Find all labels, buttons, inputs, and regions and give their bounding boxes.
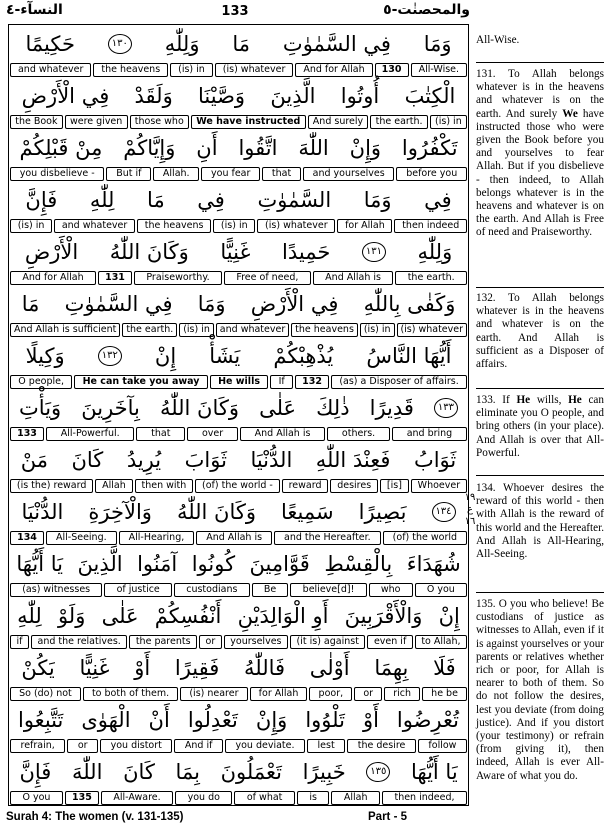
arabic-word: فِي السَّمٰوٰتِ <box>64 292 173 316</box>
gloss-box: and the relatives. <box>31 635 127 649</box>
english-gloss-line <box>9 375 468 389</box>
gloss-box: All-Powerful. <box>46 427 134 441</box>
gloss-box: and bring <box>392 427 467 441</box>
arabic-line <box>9 389 468 427</box>
verse-line <box>9 701 468 753</box>
arabic-word: خَبِيرًا <box>302 760 346 784</box>
arabic-word: الْكِتٰبَ <box>404 84 456 108</box>
arabic-word: يُرِيدُ <box>126 448 162 472</box>
gloss-box: that <box>136 427 185 441</box>
arabic-word: أَنِ <box>196 136 218 160</box>
arabic-word: وَلَقَدْ <box>134 84 173 108</box>
ayah-number-marker: ١٣٠ <box>108 34 132 54</box>
english-gloss-line <box>9 479 468 493</box>
gloss-box: you distort <box>100 739 172 753</box>
page-number: 133 <box>221 4 249 19</box>
arabic-word: عَلٰى <box>259 396 297 420</box>
arabic-word: فِي الْأَرْضِ <box>250 292 339 316</box>
ayah-number-marker: ١٣٢ <box>98 346 122 366</box>
gloss-box: the earth. <box>370 115 427 129</box>
gloss-box: Free of need, <box>224 271 311 285</box>
arabic-word: حَمِيدًا <box>282 240 331 264</box>
arabic-word: أَيُّهَا النَّاسُ <box>366 344 452 368</box>
gloss-box: lest <box>307 739 345 753</box>
gloss-box: And for Allah <box>295 63 372 77</box>
gloss-box: (is) in <box>213 219 255 233</box>
arabic-word: يَا أَيُّهَا <box>410 760 458 784</box>
arabic-line <box>9 337 468 375</box>
gloss-box: believe[d]! <box>290 583 366 597</box>
gloss-box: reward <box>282 479 329 493</box>
arabic-word: وَلَوْ <box>57 604 86 628</box>
translation-continuation: All-Wise. <box>476 34 520 46</box>
arabic-line <box>9 649 468 687</box>
arabic-word: الدُّنْيَا <box>250 448 293 472</box>
gloss-box: Be <box>252 583 289 597</box>
gloss-box: and whatever <box>54 219 135 233</box>
arabic-word: أَنْ <box>148 708 170 732</box>
arabic-word: أَوْ <box>362 708 379 732</box>
gloss-box: you fear <box>201 167 260 181</box>
arabic-word: بِمَا <box>175 760 200 784</box>
arabic-word: تَتَّبِعُوا <box>18 708 64 732</box>
verse-line <box>9 285 468 337</box>
gloss-box: he be <box>422 687 467 701</box>
translation-verse-135: 135. O you who believe! Be custodians of justice as witnesses to Allah, even if it is against yourselves or your parents or relatives whether rich or poor, for Allah is nearer to both of them. So do not follow the desires, lest you deviate (from doing justice). And if you distort (your testimony) or refrain (from giving it), then indeed, Allah is ever All-Aware of what you do. <box>476 598 605 782</box>
gloss-box: If <box>270 375 293 389</box>
arabic-word: وَكَانَ اللّٰهُ <box>176 500 257 524</box>
footer-part: Part - 5 <box>368 811 407 823</box>
gloss-box: even if <box>367 635 412 649</box>
gloss-box: (is) whatever <box>215 63 294 77</box>
arabic-word: يُذْهِبْكُمْ <box>273 344 334 368</box>
arabic-word: فَقِيرًا <box>174 656 220 680</box>
arabic-word: حَكِيمًا <box>25 32 75 56</box>
arabic-line <box>9 129 468 167</box>
gloss-box: All-Aware. <box>101 791 173 805</box>
verse-number-box: 135 <box>65 791 99 805</box>
arabic-word: وَكَفٰى بِاللّٰهِ <box>363 292 456 316</box>
arabic-word: وَكَانَ اللّٰهُ <box>159 396 240 420</box>
verse-number-box: 132 <box>295 375 329 389</box>
gloss-box: (is) in <box>170 63 213 77</box>
arabic-word: اللّٰهَ <box>71 760 103 784</box>
arabic-word: وَصَّيْنَا <box>198 84 246 108</box>
arabic-word: فَاللّٰهُ <box>244 656 286 680</box>
gloss-box: But if <box>106 167 151 181</box>
gloss-box: if <box>10 635 29 649</box>
gloss-box: He wills <box>210 375 269 389</box>
arabic-word: وَمَا <box>197 292 226 316</box>
arabic-word: اللّٰهَ <box>298 136 329 160</box>
arabic-word: إِنْ <box>438 604 460 628</box>
arabic-word: يَشَأْ <box>209 344 241 368</box>
gloss-box: Allah <box>331 791 380 805</box>
arabic-word: مِنْ قَبْلِكُمْ <box>19 136 103 160</box>
verse-number-box: 133 <box>10 427 44 441</box>
arabic-line <box>9 597 468 635</box>
gloss-box: then indeed <box>394 219 466 233</box>
interlinear-grid <box>8 24 469 806</box>
gloss-box: for Allah <box>250 687 308 701</box>
arabic-word: فَعِنْدَ اللّٰهِ <box>315 448 391 472</box>
ayah-number-marker: ١٣٥ <box>366 762 390 782</box>
english-gloss-line <box>9 219 468 233</box>
arabic-word: اتَّقُوا <box>238 136 278 160</box>
gloss-box: and whatever <box>216 323 289 337</box>
ayah-number-marker: ١٣٣ <box>434 398 458 418</box>
gloss-box: Whoever <box>411 479 467 493</box>
gloss-box: refrain, <box>10 739 65 753</box>
gloss-box: And if <box>174 739 223 753</box>
arabic-word: يَا أَيُّهَا <box>16 552 64 576</box>
verse-line <box>9 441 468 493</box>
gloss-box: or <box>354 687 382 701</box>
translation-verse-134: 134. Whoever desires the reward of this world - then with Allah is the reward of this world and the Hereafter. And Allah is All-Hearing, All-Seeing. <box>476 482 604 561</box>
arabic-word: وَكِيلًا <box>25 344 65 368</box>
gloss-box: He can take you away <box>74 375 207 389</box>
gloss-box: those who <box>130 115 189 129</box>
ruku-marker: ١٩ ع ١٦ <box>464 492 476 527</box>
gloss-box: poor, <box>309 687 352 701</box>
ayah-number-marker: ١٣٤ <box>432 502 456 522</box>
verse-line <box>9 389 468 441</box>
gloss-box: or <box>199 635 222 649</box>
arabic-word: لِلّٰهِ <box>89 188 115 212</box>
gloss-box: (of) the world - <box>195 479 280 493</box>
gloss-box: is <box>297 791 330 805</box>
separator <box>476 592 604 593</box>
gloss-box: (as) a Disposer of affairs. <box>331 375 467 389</box>
arabic-line <box>9 701 468 739</box>
english-gloss-line <box>9 583 468 597</box>
translation-verse-133: 133. If He wills, He can eliminate you O people, and bring others (in your place). And Allah is over that All-Powerful. <box>476 394 604 459</box>
english-gloss-line <box>9 791 468 805</box>
arabic-line <box>9 233 468 271</box>
gloss-box: We have instructed <box>191 115 306 129</box>
gloss-box: that <box>262 167 301 181</box>
gloss-box: and whatever <box>10 63 91 77</box>
verse-number-box: 134 <box>10 531 44 545</box>
gloss-box: then indeed, <box>382 791 467 805</box>
gloss-box: the heavens <box>93 63 168 77</box>
gloss-box: And Allah is <box>196 531 272 545</box>
verse-line <box>9 77 468 129</box>
gloss-box: who <box>369 583 413 597</box>
gloss-box: you do <box>175 791 232 805</box>
english-gloss-line <box>9 687 468 701</box>
arabic-word: كَانَ <box>123 760 155 784</box>
arabic-word: مَا <box>21 292 40 316</box>
arabic-word: أَوْ <box>134 656 151 680</box>
gloss-box: Allah <box>95 479 132 493</box>
gloss-box: yourselves <box>224 635 288 649</box>
gloss-box: and yourselves <box>303 167 395 181</box>
arabic-word: غَنِيًّا <box>220 240 251 264</box>
verse-line <box>9 493 468 545</box>
arabic-word: وَالْأَقْرَبِينَ <box>344 604 423 628</box>
gloss-box: to Allah, <box>415 635 467 649</box>
gloss-box: Allah. <box>153 167 199 181</box>
arabic-word: بِالْقِسْطِ <box>324 552 393 576</box>
gloss-box: and the Hereafter. <box>274 531 381 545</box>
gloss-box: (is) whatever <box>397 323 468 337</box>
arabic-word: وَالْآخِرَةِ <box>88 500 152 524</box>
arabic-word: كَانَ <box>71 448 104 472</box>
arabic-word: بِآخَرِينَ <box>81 396 140 420</box>
verse-line <box>9 129 468 181</box>
gloss-box: desires <box>330 479 378 493</box>
gloss-box: All-Wise. <box>411 63 467 77</box>
english-gloss-line <box>9 323 468 337</box>
arabic-word: إِنْ <box>154 344 177 368</box>
gloss-box: (is) in <box>179 323 214 337</box>
gloss-box: O you <box>10 791 63 805</box>
gloss-box: (is the) reward <box>10 479 93 493</box>
arabic-word: ثَوَابُ <box>413 448 457 472</box>
arabic-word: قَدِيرًا <box>369 396 414 420</box>
arabic-word: كُونُوا <box>191 552 236 576</box>
gloss-box: So (do) not <box>10 687 81 701</box>
gloss-box: And Allah is <box>240 427 325 441</box>
arabic-word: أَوِ الْوَالِدَيْنِ <box>237 604 329 628</box>
arabic-word: الَّذِينَ <box>270 84 316 108</box>
arabic-line <box>9 181 468 219</box>
gloss-box: the Book <box>10 115 63 129</box>
arabic-word: فَإِنَّ <box>25 188 58 212</box>
verse-line <box>9 753 468 805</box>
gloss-box: over <box>187 427 238 441</box>
gloss-box: All-Seeing. <box>46 531 117 545</box>
arabic-word: فِي السَّمٰوٰتِ <box>282 32 391 56</box>
arabic-word: وَكَانَ اللّٰهُ <box>109 240 189 264</box>
arabic-word: الْأَرْضِ <box>24 240 79 264</box>
arabic-word: الْهَوٰى <box>81 708 131 732</box>
gloss-box: to both of them. <box>83 687 178 701</box>
gloss-box: the earth. <box>122 323 177 337</box>
gloss-box: custodians <box>174 583 250 597</box>
arabic-word: الدُّنْيَا <box>21 500 64 524</box>
english-gloss-line <box>9 427 468 441</box>
arabic-line <box>9 285 468 323</box>
header-juz-name: والمحصنٰت-٥ <box>383 2 470 18</box>
gloss-box: the heavens <box>137 219 211 233</box>
arabic-word: وَلِلّٰهِ <box>164 32 200 56</box>
arabic-word: السَّمٰوٰتِ <box>257 188 332 212</box>
verse-line <box>9 597 468 649</box>
translation-verse-132: 132. To Allah belongs whatever is in the heavens and whatever is on the earth. And Allah is sufficient as a Disposer of affairs. <box>476 292 604 371</box>
gloss-box: before you <box>396 167 467 181</box>
arabic-word: وَمَا <box>423 32 452 56</box>
english-gloss-line <box>9 635 468 649</box>
gloss-box: the heavens <box>291 323 358 337</box>
verse-number-box: 131 <box>98 271 132 285</box>
gloss-box: And surely <box>308 115 369 129</box>
arabic-word: فِي <box>424 188 452 212</box>
arabic-word: تَعْدِلُوا <box>187 708 238 732</box>
gloss-box: of what <box>234 791 294 805</box>
gloss-box: you deviate. <box>225 739 305 753</box>
arabic-word: فَلَا <box>433 656 456 680</box>
gloss-box: the parents <box>129 635 197 649</box>
gloss-box: rich <box>384 687 420 701</box>
arabic-word: وَإِيَّاكُمْ <box>123 136 176 160</box>
english-gloss-line <box>9 739 468 753</box>
arabic-line <box>9 25 468 63</box>
gloss-box: (is) nearer <box>180 687 247 701</box>
english-gloss-line <box>9 271 468 285</box>
separator <box>476 475 604 476</box>
english-gloss-line <box>9 531 468 545</box>
verse-line <box>9 545 468 597</box>
arabic-word: فِي <box>197 188 225 212</box>
arabic-word: تَلْوُوا <box>305 708 345 732</box>
arabic-word: تَكْفُرُوا <box>401 136 458 160</box>
gloss-box: (it is) against <box>290 635 365 649</box>
arabic-line <box>9 77 468 115</box>
separator <box>476 287 604 288</box>
ayah-number-marker: ١٣١ <box>362 242 386 262</box>
translation-verse-131: 131. To Allah belongs whatever is in the heavens and whatever is on the earth. And surely We have instructed those who were given the Book before you and yourselves to fear Allah. But if you disbelieve - then indeed, to Allah belongs whatever is in the heavens and whatever is on the earth. And Allah is Free of need and Praiseworthy. <box>476 68 604 239</box>
gloss-box: [is] <box>380 479 409 493</box>
separator <box>476 388 604 389</box>
arabic-word: الَّذِينَ <box>77 552 123 576</box>
gloss-box: (is) in <box>10 219 52 233</box>
gloss-box: were given <box>65 115 128 129</box>
arabic-word: فِي الْأَرْضِ <box>21 84 110 108</box>
footer-surah-info: Surah 4: The women (v. 131-135) <box>6 811 184 823</box>
arabic-word: أَنْفُسِكُمْ <box>154 604 222 628</box>
arabic-word: مَا <box>147 188 165 212</box>
gloss-box: And for Allah <box>10 271 96 285</box>
gloss-box: (is) in <box>430 115 467 129</box>
verse-line <box>9 25 468 77</box>
gloss-box: follow <box>418 739 467 753</box>
gloss-box: others. <box>327 427 390 441</box>
gloss-box: for Allah <box>337 219 392 233</box>
arabic-word: آمَنُوا <box>137 552 178 576</box>
gloss-box: And Allah is sufficient <box>10 323 120 337</box>
header-surah-name: النسآء-٤ <box>6 2 63 18</box>
gloss-box: Praiseworthy. <box>134 271 222 285</box>
gloss-box: All-Hearing, <box>119 531 195 545</box>
gloss-box: (is) whatever <box>257 219 335 233</box>
arabic-word: لِلّٰهِ <box>17 604 42 628</box>
arabic-word: أَوْلٰى <box>309 656 350 680</box>
arabic-word: وَإِنْ <box>349 136 382 160</box>
gloss-box: the desire <box>347 739 416 753</box>
arabic-word: قَوَّامِينَ <box>249 552 310 576</box>
english-gloss-line <box>9 63 468 77</box>
english-gloss-line <box>9 167 468 181</box>
arabic-word: تَعْمَلُونَ <box>220 760 282 784</box>
gloss-box: or <box>67 739 98 753</box>
arabic-line <box>9 441 468 479</box>
verse-number-box: 130 <box>375 63 409 77</box>
verse-line <box>9 233 468 285</box>
arabic-word: يَكُنْ <box>21 656 55 680</box>
arabic-word: سَمِيعًا <box>281 500 334 524</box>
arabic-word: شُهَدَاءَ <box>406 552 461 576</box>
gloss-box: (as) witnesses <box>10 583 102 597</box>
gloss-box: you disbelieve - <box>10 167 104 181</box>
gloss-box: of justice <box>104 583 172 597</box>
arabic-word: وَلِلّٰهِ <box>417 240 453 264</box>
arabic-word: مَنْ <box>20 448 48 472</box>
gloss-box: O you <box>415 583 467 597</box>
arabic-word: وَمَا <box>363 188 392 212</box>
separator <box>476 62 604 63</box>
arabic-word: أُوتُوا <box>340 84 380 108</box>
arabic-word: فَإِنَّ <box>19 760 52 784</box>
gloss-box: the earth. <box>395 271 467 285</box>
gloss-box: (is) in <box>360 323 395 337</box>
verse-line <box>9 649 468 701</box>
arabic-word: مَا <box>232 32 251 56</box>
english-gloss-line <box>9 115 468 129</box>
verse-line <box>9 181 468 233</box>
arabic-word: عَلٰى <box>101 604 139 628</box>
gloss-box: then with <box>135 479 194 493</box>
arabic-line <box>9 493 468 531</box>
gloss-box: (of) the world <box>383 531 467 545</box>
arabic-line <box>9 545 468 583</box>
arabic-line <box>9 753 468 791</box>
arabic-word: ثَوَابَ <box>184 448 227 472</box>
arabic-word: ذٰلِكَ <box>316 396 350 420</box>
gloss-box: And Allah is <box>313 271 394 285</box>
arabic-word: غَنِيًّا <box>79 656 110 680</box>
verse-line <box>9 337 468 389</box>
arabic-word: بِهِمَا <box>374 656 409 680</box>
gloss-box: O people, <box>10 375 72 389</box>
arabic-word: بَصِيرًا <box>358 500 407 524</box>
arabic-word: وَإِنْ <box>255 708 288 732</box>
arabic-word: تُعْرِضُوا <box>396 708 459 732</box>
arabic-word: وَيَأْتِ <box>19 396 62 420</box>
